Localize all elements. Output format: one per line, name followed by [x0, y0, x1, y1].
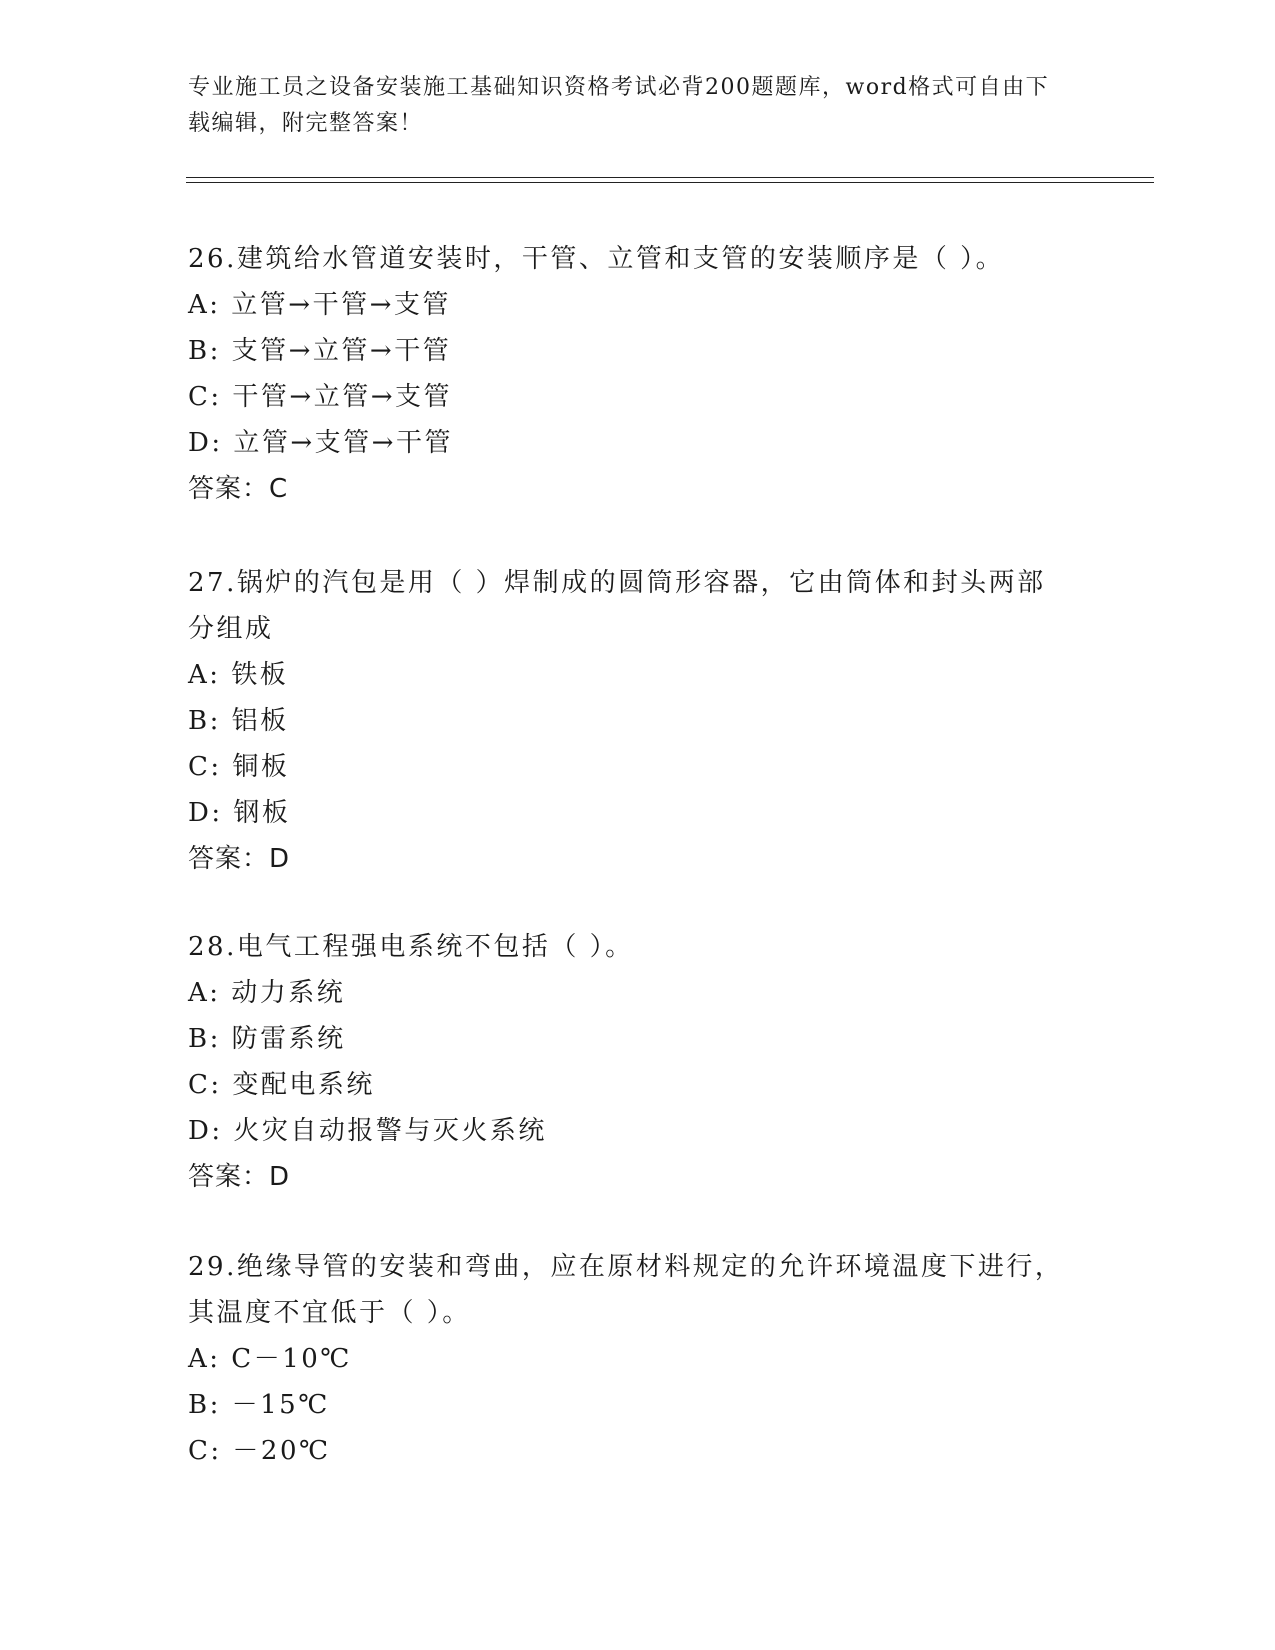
option-a: A: 立管→干管→支管	[188, 290, 451, 320]
option-c: C: 变配电系统	[188, 1070, 375, 1100]
answer-line: 答案：D	[188, 1162, 291, 1192]
option-b: B: 铝板	[188, 706, 289, 736]
question-stem: 28.电气工程强电系统不包括（ ）。	[188, 932, 634, 962]
answer-line: 答案：C	[188, 474, 289, 504]
question-stem: 27.锅炉的汽包是用（ ）焊制成的圆筒形容器，它由筒体和封头两部分组成	[188, 568, 1046, 644]
option-a: A: 铁板	[188, 660, 289, 690]
document-header: 专业施工员之设备安装施工基础知识资格考试必背200题题库，word格式可自由下载编辑，附完整答案！	[188, 75, 1050, 136]
question-28	[188, 924, 1068, 1200]
option-c: C: －20℃	[188, 1436, 331, 1466]
option-a: A: 动力系统	[188, 978, 346, 1008]
option-c: C: 干管→立管→支管	[188, 382, 452, 412]
question-29	[188, 1244, 1068, 1474]
option-a: A: C－10℃	[188, 1344, 352, 1374]
option-c: C: 铜板	[188, 752, 290, 782]
option-b: B: 支管→立管→干管	[188, 336, 452, 366]
question-stem: 26.建筑给水管道安装时，干管、立管和支管的安装顺序是（ ）。	[188, 244, 1005, 274]
option-d: D: 钢板	[188, 798, 291, 828]
header-divider-top	[186, 177, 1154, 178]
answer-line: 答案：D	[188, 844, 291, 874]
question-stem: 29.绝缘导管的安装和弯曲，应在原材料规定的允许环境温度下进行，其温度不宜低于（ ）。	[188, 1252, 1064, 1328]
option-b: B: 防雷系统	[188, 1024, 346, 1054]
option-d: D: 火灾自动报警与灭火系统	[188, 1116, 547, 1146]
header-divider-bottom	[186, 182, 1154, 183]
question-26	[188, 236, 1068, 512]
option-b: B: －15℃	[188, 1390, 330, 1420]
option-d: D: 立管→支管→干管	[188, 428, 453, 458]
question-27	[188, 560, 1068, 882]
